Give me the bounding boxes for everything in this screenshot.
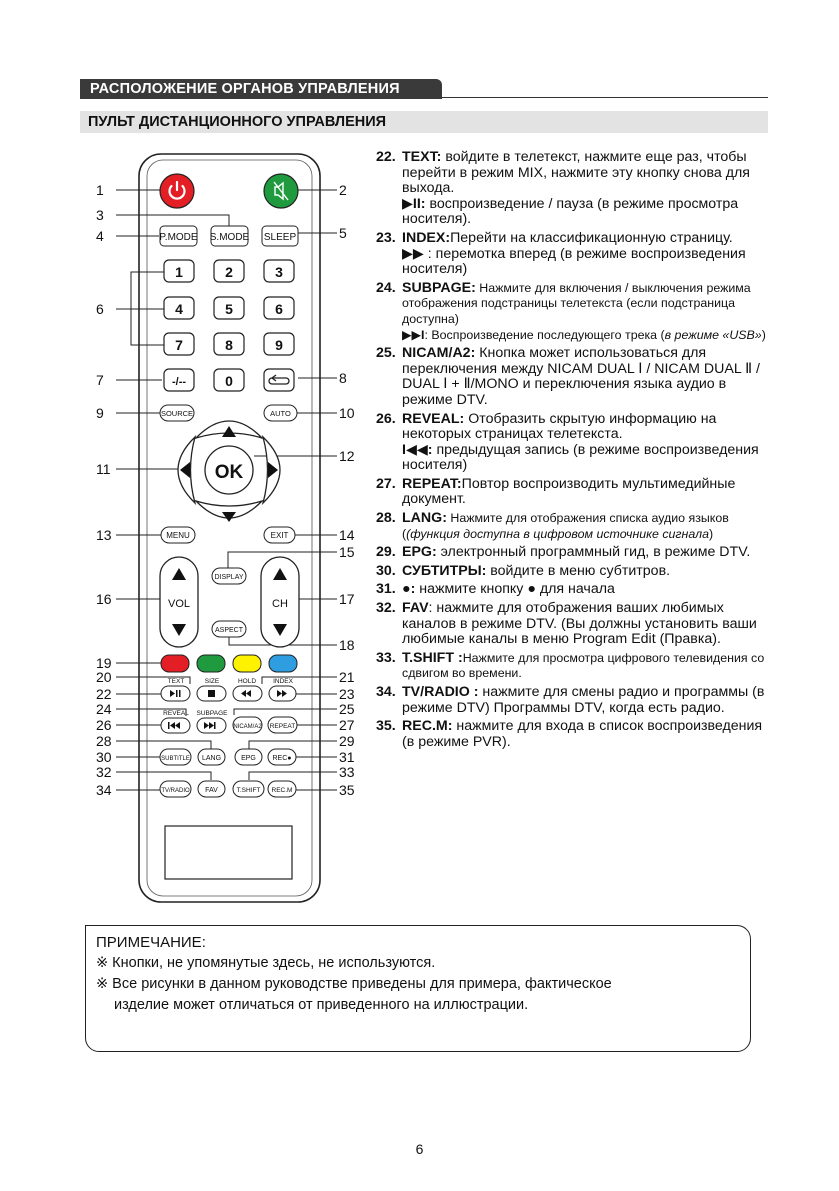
- desc-item-29: [376, 545, 776, 561]
- callout-5: 5: [339, 225, 347, 241]
- note-line-2: ※ Все рисунки в данном руководстве приведены для примера, фактическое: [96, 976, 612, 992]
- play-pause-icon: ▶II:: [402, 195, 426, 212]
- desc-text: Нажмите для включения / выключения режима отображения подстраницы телетекста (если подстраница доступна): [402, 280, 751, 326]
- desc-num: 35.: [376, 718, 396, 735]
- desc-key: REPEAT:: [402, 475, 462, 492]
- callout-13: 13: [96, 527, 112, 543]
- desc-sub-italic: в режиме «USB»: [664, 327, 762, 342]
- callout-30: 30: [96, 749, 112, 765]
- source-label: SOURCE: [160, 409, 194, 418]
- digit-5-label: 5: [225, 301, 233, 317]
- digit-9-label: 9: [275, 337, 283, 353]
- desc-item-34: [376, 685, 776, 716]
- desc-key: LANG:: [402, 510, 447, 527]
- stop-icon: [208, 690, 215, 697]
- desc-item-30: [376, 564, 776, 580]
- ch-label: CH: [272, 598, 288, 610]
- desc-sub-end: ): [761, 327, 766, 342]
- desc-text: нажмите кнопку ● для начала: [415, 581, 615, 598]
- desc-text: Нажмите для отображения списка аудио языков (: [402, 511, 729, 541]
- callout-26: 26: [96, 717, 112, 733]
- desc-num: 23.: [376, 229, 396, 246]
- desc-key: NICAM/A2:: [402, 345, 476, 362]
- desc-num: 26.: [376, 410, 396, 427]
- desc-text: войдите в меню субтитров.: [486, 562, 671, 579]
- exit-label: EXIT: [270, 531, 289, 540]
- digit-6-label: 6: [275, 301, 283, 317]
- desc-item-24: [376, 281, 776, 343]
- callout-33: 33: [339, 764, 355, 780]
- callout-14: 14: [339, 527, 355, 543]
- desc-key: SUBPAGE:: [402, 279, 476, 296]
- desc-key: REVEAL:: [402, 410, 465, 427]
- callout-35: 35: [339, 782, 355, 798]
- button-descriptions: [376, 150, 776, 753]
- desc-num: 33.: [376, 649, 396, 666]
- desc-item-31: [376, 582, 776, 598]
- desc-end: ): [709, 526, 714, 541]
- desc-item-35: [376, 719, 776, 750]
- callout-22: 22: [96, 686, 112, 702]
- smode-label: S.MODE: [209, 232, 250, 243]
- callout-6: 6: [96, 301, 104, 317]
- desc-num: 25.: [376, 345, 396, 362]
- digit-3-label: 3: [275, 264, 283, 280]
- lang-label: LANG: [201, 755, 222, 762]
- subpage-small-label: SUBPAGE: [196, 710, 228, 717]
- epg-label: EPG: [241, 755, 256, 762]
- desc-sub: : Воспроизведение последующего трека (: [424, 327, 665, 342]
- desc-key: REC.M:: [402, 718, 453, 735]
- desc-item-27: [376, 477, 776, 508]
- desc-key: TEXT:: [402, 149, 442, 165]
- reveal-small-label: REVEAL: [163, 710, 189, 717]
- callout-19: 19: [96, 655, 112, 671]
- subsection-title: ПУЛЬТ ДИСТАНЦИОННОГО УПРАВЛЕНИЯ: [80, 111, 768, 133]
- desc-item-26: [376, 412, 776, 474]
- desc-key: TV/RADIO :: [402, 684, 479, 700]
- callout-34: 34: [96, 782, 112, 798]
- callout-24: 24: [96, 701, 112, 717]
- next-track-icon: ▶▶I: [402, 327, 425, 342]
- rec-label: REC●: [272, 755, 292, 762]
- digit-7-label: 7: [175, 337, 183, 353]
- callout-11: 11: [96, 461, 111, 477]
- desc-key: ●:: [402, 581, 416, 598]
- green-button[interactable]: [197, 655, 225, 672]
- desc-text: войдите в телетекст, нажмите еще раз, чтобы перейти в режим MIX, нажмите эту кнопку снова для выхода.: [402, 149, 750, 197]
- callout-21: 21: [339, 669, 355, 685]
- desc-text: Отобразить скрытую информацию на некоторых страницах телетекста.: [402, 410, 717, 443]
- remote-label-window: [165, 826, 292, 879]
- hold-small-label: HOLD: [237, 678, 257, 685]
- tshift-label: T.SHIFT: [236, 787, 261, 794]
- callout-18: 18: [339, 637, 355, 653]
- desc-text: : нажмите для отображения ваших любимых каналов в режиме DTV. (Вы должны установить ваши любимые каналы в меню Program Edit (Правка).: [402, 600, 757, 648]
- size-small-label: SIZE: [204, 678, 220, 685]
- callout-4: 4: [96, 228, 104, 244]
- desc-key: FAV: [402, 600, 429, 617]
- callout-25: 25: [339, 701, 355, 717]
- desc-key: EPG:: [402, 544, 437, 561]
- desc-text: Нажмите для просмотра цифрового телевидения со сдвигом во времени.: [402, 650, 765, 681]
- fav-label: FAV: [205, 787, 218, 794]
- callout-7: 7: [96, 372, 104, 388]
- desc-key: СУБТИТРЫ:: [402, 562, 487, 579]
- desc-text: нажмите для входа в список воспроизведения (в режиме PVR).: [402, 718, 763, 750]
- callout-3: 3: [96, 207, 104, 223]
- subtitle-label: SUBTITLE: [161, 756, 190, 762]
- callout-32: 32: [96, 764, 112, 780]
- play-pause-button[interactable]: [161, 686, 190, 701]
- callout-17: 17: [339, 591, 355, 607]
- text-small-label: TEXT: [167, 678, 185, 685]
- desc-num: 22.: [376, 149, 396, 165]
- desc-item-23: [376, 231, 776, 278]
- recm-label: REC.M: [271, 787, 293, 794]
- desc-sub: предыдущая запись (в режиме воспроизведения носителя): [402, 441, 759, 474]
- digit-2-label: 2: [225, 264, 233, 280]
- desc-italic: (функция доступна в цифровом источнике сигнала: [406, 526, 709, 541]
- ok-label: OK: [214, 462, 244, 483]
- prev-track-icon: I◀◀:: [402, 441, 433, 458]
- callout-15: 15: [339, 544, 355, 560]
- section-title: РАСПОЛОЖЕНИЕ ОРГАНОВ УПРАВЛЕНИЯ: [80, 79, 442, 99]
- desc-num: 27.: [376, 475, 396, 492]
- desc-item-22: [376, 150, 776, 228]
- dash-label: -/--: [171, 376, 187, 388]
- index-small-label: INDEX: [273, 678, 293, 685]
- callout-20: 20: [96, 669, 112, 685]
- desc-key: T.SHIFT :: [402, 649, 463, 666]
- callout-9: 9: [96, 405, 104, 421]
- nicam-label: NICAM/A2: [233, 724, 262, 730]
- desc-num: 34.: [376, 684, 396, 700]
- desc-num: 30.: [376, 562, 396, 579]
- digit-0-label: 0: [225, 373, 233, 389]
- display-label: DISPLAY: [214, 574, 244, 581]
- desc-num: 32.: [376, 600, 396, 617]
- desc-item-33: [376, 651, 776, 682]
- callout-23: 23: [339, 686, 355, 702]
- desc-sub: : перемотка вперед (в режиме воспроизведения носителя): [402, 245, 746, 278]
- desc-num: 24.: [376, 279, 396, 296]
- callout-29: 29: [339, 733, 355, 749]
- red-button[interactable]: [161, 655, 189, 672]
- desc-num: 31.: [376, 581, 396, 598]
- callout-12: 12: [339, 448, 355, 464]
- callout-28: 28: [96, 733, 112, 749]
- callout-1: 1: [96, 182, 104, 198]
- desc-item-28: [376, 511, 776, 542]
- aspect-label: ASPECT: [214, 627, 244, 634]
- note-line-1: ※ Кнопки, не упомянутые здесь, не используются.: [96, 955, 436, 971]
- callout-2: 2: [339, 182, 347, 198]
- desc-text: электронный программный гид, в режиме DTV.: [436, 544, 751, 561]
- fast-forward-icon: ▶▶: [402, 245, 424, 262]
- desc-sub: воспроизведение / пауза (в режиме просмотра носителя).: [402, 195, 739, 228]
- desc-text: Перейти на классификационную страницу.: [450, 229, 733, 246]
- desc-text: нажмите для смены радио и программы (в режиме DTV) Программы DTV, когда есть радио.: [402, 684, 765, 716]
- desc-num: 28.: [376, 510, 396, 527]
- callout-16: 16: [96, 591, 112, 607]
- auto-label: AUTO: [270, 409, 291, 418]
- page-number: 6: [415, 1141, 424, 1157]
- menu-label: MENU: [166, 531, 190, 540]
- callout-27: 27: [339, 717, 355, 733]
- repeat-label: REPEAT: [269, 723, 296, 730]
- digit-1-label: 1: [175, 264, 183, 280]
- callout-8: 8: [339, 370, 347, 386]
- desc-num: 29.: [376, 544, 396, 561]
- desc-item-32: [376, 601, 776, 648]
- blue-button[interactable]: [269, 655, 297, 672]
- sleep-label: SLEEP: [263, 232, 297, 243]
- digit-8-label: 8: [225, 337, 233, 353]
- pmode-label: P.MODE: [159, 232, 198, 243]
- note-title: ПРИМЕЧАНИЕ:: [96, 934, 206, 951]
- yellow-button[interactable]: [233, 655, 261, 672]
- note-line-3: изделие может отличаться от приведенного на иллюстрации.: [114, 997, 529, 1013]
- digit-4-label: 4: [175, 301, 183, 317]
- desc-key: INDEX:: [402, 229, 451, 246]
- desc-text: Кнопка может использоваться для переключения между NICAM DUAL Ⅰ / NICAM DUAL Ⅱ / DUAL Ⅰ + Ⅱ/MONO и переключения языка аудио в режиме DTV.: [402, 345, 760, 408]
- vol-label: VOL: [167, 598, 191, 610]
- tvradio-label: TV/RADIO: [161, 788, 190, 794]
- callout-10: 10: [339, 405, 355, 421]
- desc-text: Повтор воспроизводить мультимедийные документ.: [402, 475, 736, 508]
- note-box: [85, 925, 751, 1052]
- desc-item-25: [376, 346, 776, 408]
- callout-31: 31: [339, 749, 355, 765]
